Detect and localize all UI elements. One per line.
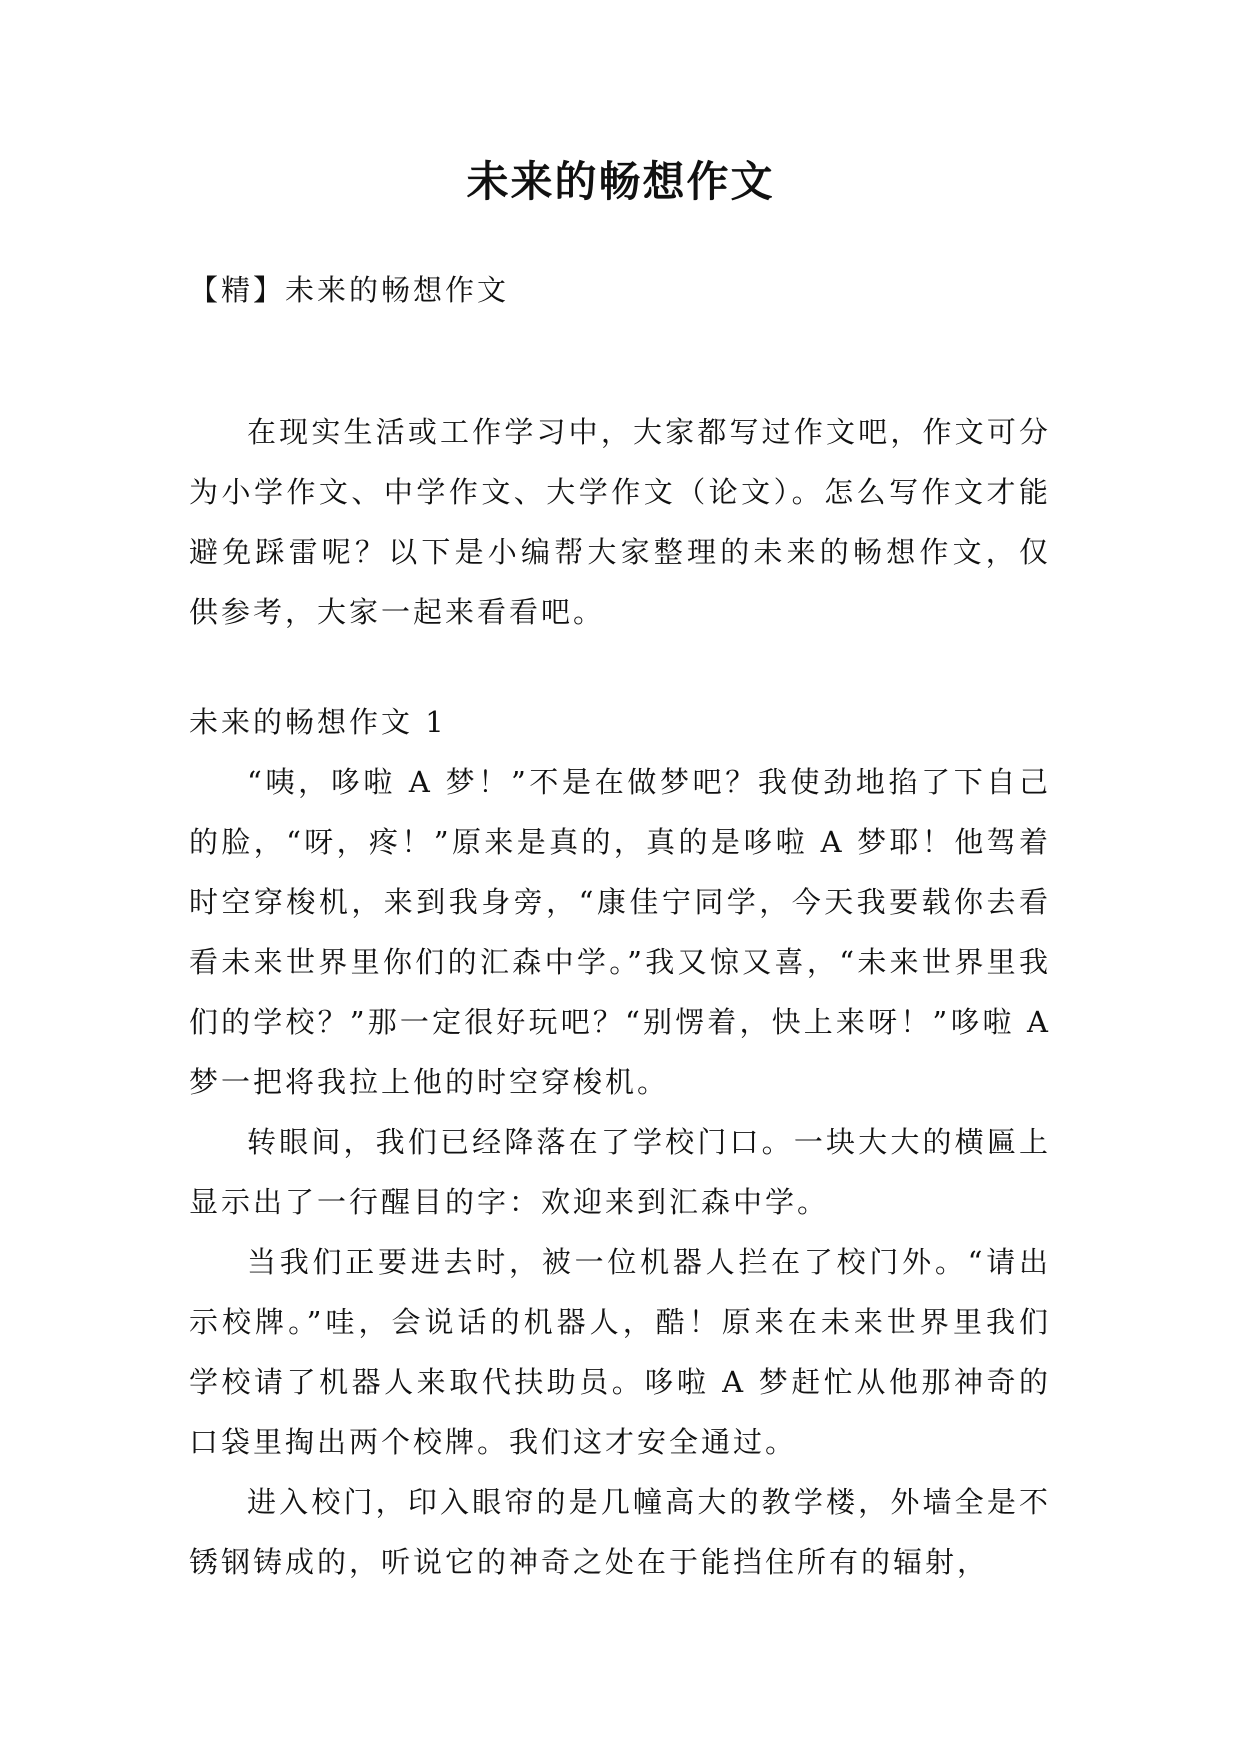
essay-paragraph: 当我们正要进去时，被一位机器人拦在了校门外。“请出示校牌。”哇，会说话的机器人，酷！原来在未来世界里我们学校请了机器人来取代扶助员。哆啦 A 梦赶忙从他那神奇的口袋里掏出两个校牌。我们这才安全通过。 xyxy=(189,1245,1051,1459)
essay-paragraph: 转眼间，我们已经降落在了学校门口。一块大大的横匾上显示出了一行醒目的字：欢迎来到汇森中学。 xyxy=(189,1125,1051,1219)
essay-paragraph: “咦，哆啦 A 梦！”不是在做梦吧？我使劲地掐了下自己的脸，“呀，疼！”原来是真的，真的是哆啦 A 梦耶！他驾着时空穿梭机，来到我身旁，“康佳宁同学，今天我要载你去看看未来世界里你们的汇森中学。”我又惊又喜，“未来世界里我们的学校？”那一定很好玩吧？“别愣着，快上来呀！”哆啦 A 梦一把将我拉上他的时空穿梭机。 xyxy=(189,765,1051,1099)
intro-paragraph: 在现实生活或工作学习中，大家都写过作文吧，作文可分为小学作文、中学作文、大学作文（论文）。怎么写作文才能避免踩雷呢？以下是小编帮大家整理的未来的畅想作文，仅供参考，大家一起来看看吧。 xyxy=(189,415,1051,629)
intro-block xyxy=(189,402,1051,642)
essay-paragraph: 进入校门，印入眼帘的是几幢高大的教学楼，外墙全是不锈钢铸成的，听说它的神奇之处在于能挡住所有的辐射， xyxy=(189,1485,1051,1579)
document-title: 未来的畅想作文 xyxy=(466,157,775,206)
subtitle-text: 【精】未来的畅想作文 xyxy=(189,273,510,307)
document-subtitle xyxy=(189,260,1051,320)
essay-section xyxy=(189,692,1051,1592)
section-heading: 未来的畅想作文 1 xyxy=(189,705,447,739)
